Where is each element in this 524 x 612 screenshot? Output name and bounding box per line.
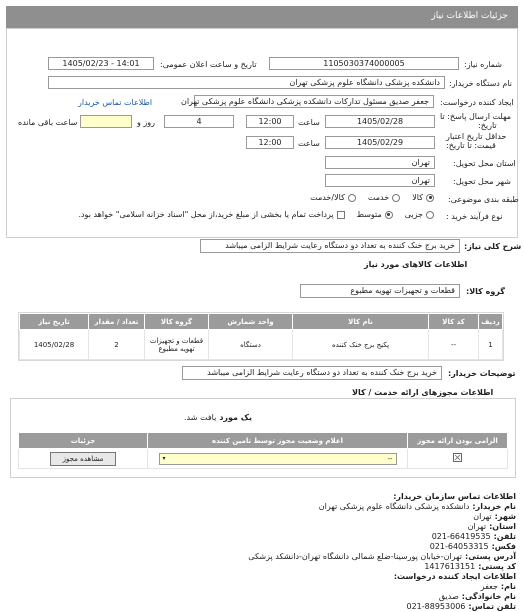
hours-remaining-label: ساعت باقی مانده [18, 118, 78, 127]
contact-province-label: استان: [489, 522, 516, 531]
treasury-payment-note: پرداخت تمام یا بخشی از مبلغ خرید،از محل "اسناد خزانه اسلامی" خواهد بود. [78, 210, 334, 219]
days-remaining-field: 4 [164, 115, 234, 128]
col-status: اعلام وضعیت مجوز توسط تامین کننده [148, 433, 408, 449]
creator-family-label: نام خانوادگی: [461, 592, 516, 601]
contact-phone-value: 021-66419535 [431, 532, 491, 541]
need-number-field: 1105030374000005 [269, 57, 459, 70]
view-permit-button[interactable]: مشاهده مجوز [50, 452, 116, 466]
col-date: تاریخ نیاز [20, 314, 89, 330]
unchecked-box-icon[interactable] [453, 453, 462, 462]
row-group: قطعات و تجهیزات تهویه مطبوع [145, 330, 209, 360]
category-goods-service-label: کالا/خدمت [310, 193, 345, 202]
deadline-time-field: 12:00 [246, 115, 294, 128]
permits-count [184, 413, 252, 422]
buyer-name-label: نام دستگاه خریدار: [449, 79, 512, 88]
chevron-down-icon: ▾ [162, 455, 166, 462]
contact-section-title: اطلاعات تماس سازمان خریدار: [393, 492, 516, 501]
contact-province-value: تهران [467, 522, 487, 531]
contact-postal-value: 1417613151 [424, 562, 476, 571]
city-field: تهران [325, 174, 435, 187]
row-code: -- [429, 330, 479, 360]
province-field: تهران [325, 156, 435, 169]
col-code: کد کالا [429, 314, 479, 330]
validity-time-field: 12:00 [246, 136, 294, 149]
creator-phone-value: 021-88953006 [406, 602, 466, 611]
category-options [310, 193, 434, 202]
contact-address-value: تهران-خیابان پورسینا-ضلع شمالی دانشگاه تهران-دانشکد پزشکی [248, 552, 463, 561]
permits-table [18, 432, 508, 469]
row-qty: 2 [89, 330, 145, 360]
creator-section-title: اطلاعات ایجاد کننده درخواست: [393, 572, 516, 581]
category-service-label: خدمت [367, 193, 390, 202]
creator-phone-label: تلفن تماس: [468, 602, 516, 611]
summary-field: خرید برج خنک کننده به تعداد دو دستگاه رعایت شرایط الزامی میباشد [200, 239, 460, 253]
contact-address-label: آدرس پستی: [465, 552, 516, 561]
permit-status-select[interactable] [159, 453, 397, 465]
process-medium-radio[interactable] [385, 211, 393, 219]
buyer-notes-label: توضیحات خریدار: [448, 369, 516, 378]
hours-remaining-field [80, 115, 132, 128]
creator-name-value: جعفر [480, 582, 498, 591]
contact-fax-label: فکس: [491, 542, 516, 551]
col-unit: واحد شمارش [209, 314, 293, 330]
row-name: پکیج برج خنک کننده [293, 330, 429, 360]
buyer-name-field: دانشکده پزشکی دانشگاه علوم پزشکی تهران [48, 76, 445, 89]
creator-name-label: نام: [500, 582, 516, 591]
contact-phone-label: تلفن: [493, 532, 516, 541]
col-qty: تعداد / مقدار [89, 314, 145, 330]
category-label: طبقه بندی موضوعی: [448, 195, 519, 204]
announce-field: 1405/02/23 - 14:01 [48, 57, 154, 70]
category-goods-radio[interactable] [426, 194, 434, 202]
permit-status-value: -- [387, 454, 393, 463]
goods-table-header [20, 314, 503, 330]
permits-table-header [19, 433, 508, 449]
contact-postal-label: کد پستی: [478, 562, 516, 571]
process-options [78, 210, 434, 219]
contact-buyer-value: دانشکده پزشکی دانشگاه علوم پزشکی تهران [318, 502, 470, 511]
deadline-date-label: تاریخ: [478, 121, 497, 130]
deadline-date-field: 1405/02/28 [325, 115, 435, 128]
buyer-contact-link[interactable]: اطلاعات تماس خریدار [78, 98, 153, 107]
buyer-notes-field: خرید برج خنک کننده به تعداد دو دستگاه رعایت شرایط الزامی میباشد [182, 366, 442, 380]
row-index: 1 [479, 330, 503, 360]
col-name: نام کالا [293, 314, 429, 330]
page-title: جزئیات اطلاعات نیاز [431, 11, 508, 21]
validity-hour-label: ساعت [298, 139, 320, 148]
row-unit: دستگاه [209, 330, 293, 360]
city-label: شهر محل تحویل: [453, 177, 511, 186]
category-goods-service-radio[interactable] [348, 194, 356, 202]
creator-field: جعفر صدیق مسئول تدارکات دانشکده پزشکی دانشگاه علوم پزشکی تهران [194, 95, 434, 108]
validity-date-label: قیمت: تا تاریخ: [446, 141, 496, 150]
goods-section-title: اطلاعات کالاهای مورد نیاز [364, 260, 468, 269]
col-index: ردیف [479, 314, 503, 330]
process-minor-radio[interactable] [426, 211, 434, 219]
days-label: روز و [137, 118, 155, 127]
goods-table-wrap [18, 312, 504, 361]
process-medium-label: متوسط [356, 210, 382, 219]
table-row [19, 449, 508, 469]
summary-label: شرح کلی نیاز: [464, 242, 522, 251]
need-number-label: شماره نیاز: [464, 60, 502, 69]
validity-date-field: 1405/02/29 [325, 136, 435, 149]
goods-group-label: گروه کالا: [466, 287, 505, 296]
creator-label: ایجاد کننده درخواست: [440, 98, 514, 107]
process-type-label: نوع فرآیند خرید : [446, 212, 503, 221]
deadline-label: مهلت ارسال پاسخ: تا [440, 112, 512, 121]
permits-count-suffix: یافت شد. [183, 413, 217, 422]
treasury-checkbox[interactable] [337, 211, 345, 219]
col-required: الزامی بودن ارائه مجوز [408, 433, 508, 449]
category-goods-label: کالا [412, 193, 423, 202]
col-details: جزئیات [19, 433, 148, 449]
contact-fax-value: 021-64053315 [429, 542, 489, 551]
goods-group-field: قطعات و تجهیزات تهویه مطبوع [300, 284, 460, 298]
table-row [20, 330, 503, 360]
process-minor-label: جزیی [404, 210, 423, 219]
contact-city-label: شهر: [494, 512, 516, 521]
deadline-hour-label: ساعت [298, 118, 320, 127]
announce-label: تاریخ و ساعت اعلان عمومی: [160, 60, 257, 69]
permits-section-title: اطلاعات مجوزهای ارائه خدمت / کالا [352, 388, 494, 397]
contact-buyer-label: نام خریدار: [472, 502, 516, 511]
contact-info [156, 492, 516, 612]
contact-city-value: تهران [473, 512, 492, 521]
creator-family-value: صدیق [438, 592, 459, 601]
row-date: 1405/02/28 [20, 330, 89, 360]
validity-label: حداقل تاریخ اعتبار [446, 132, 507, 141]
goods-table [19, 313, 503, 360]
col-group: گروه کالا [145, 314, 209, 330]
province-label: استان محل تحویل: [453, 159, 516, 168]
category-service-radio[interactable] [392, 194, 400, 202]
permits-count-prefix: یک مورد [219, 413, 252, 422]
page-header [6, 6, 518, 28]
